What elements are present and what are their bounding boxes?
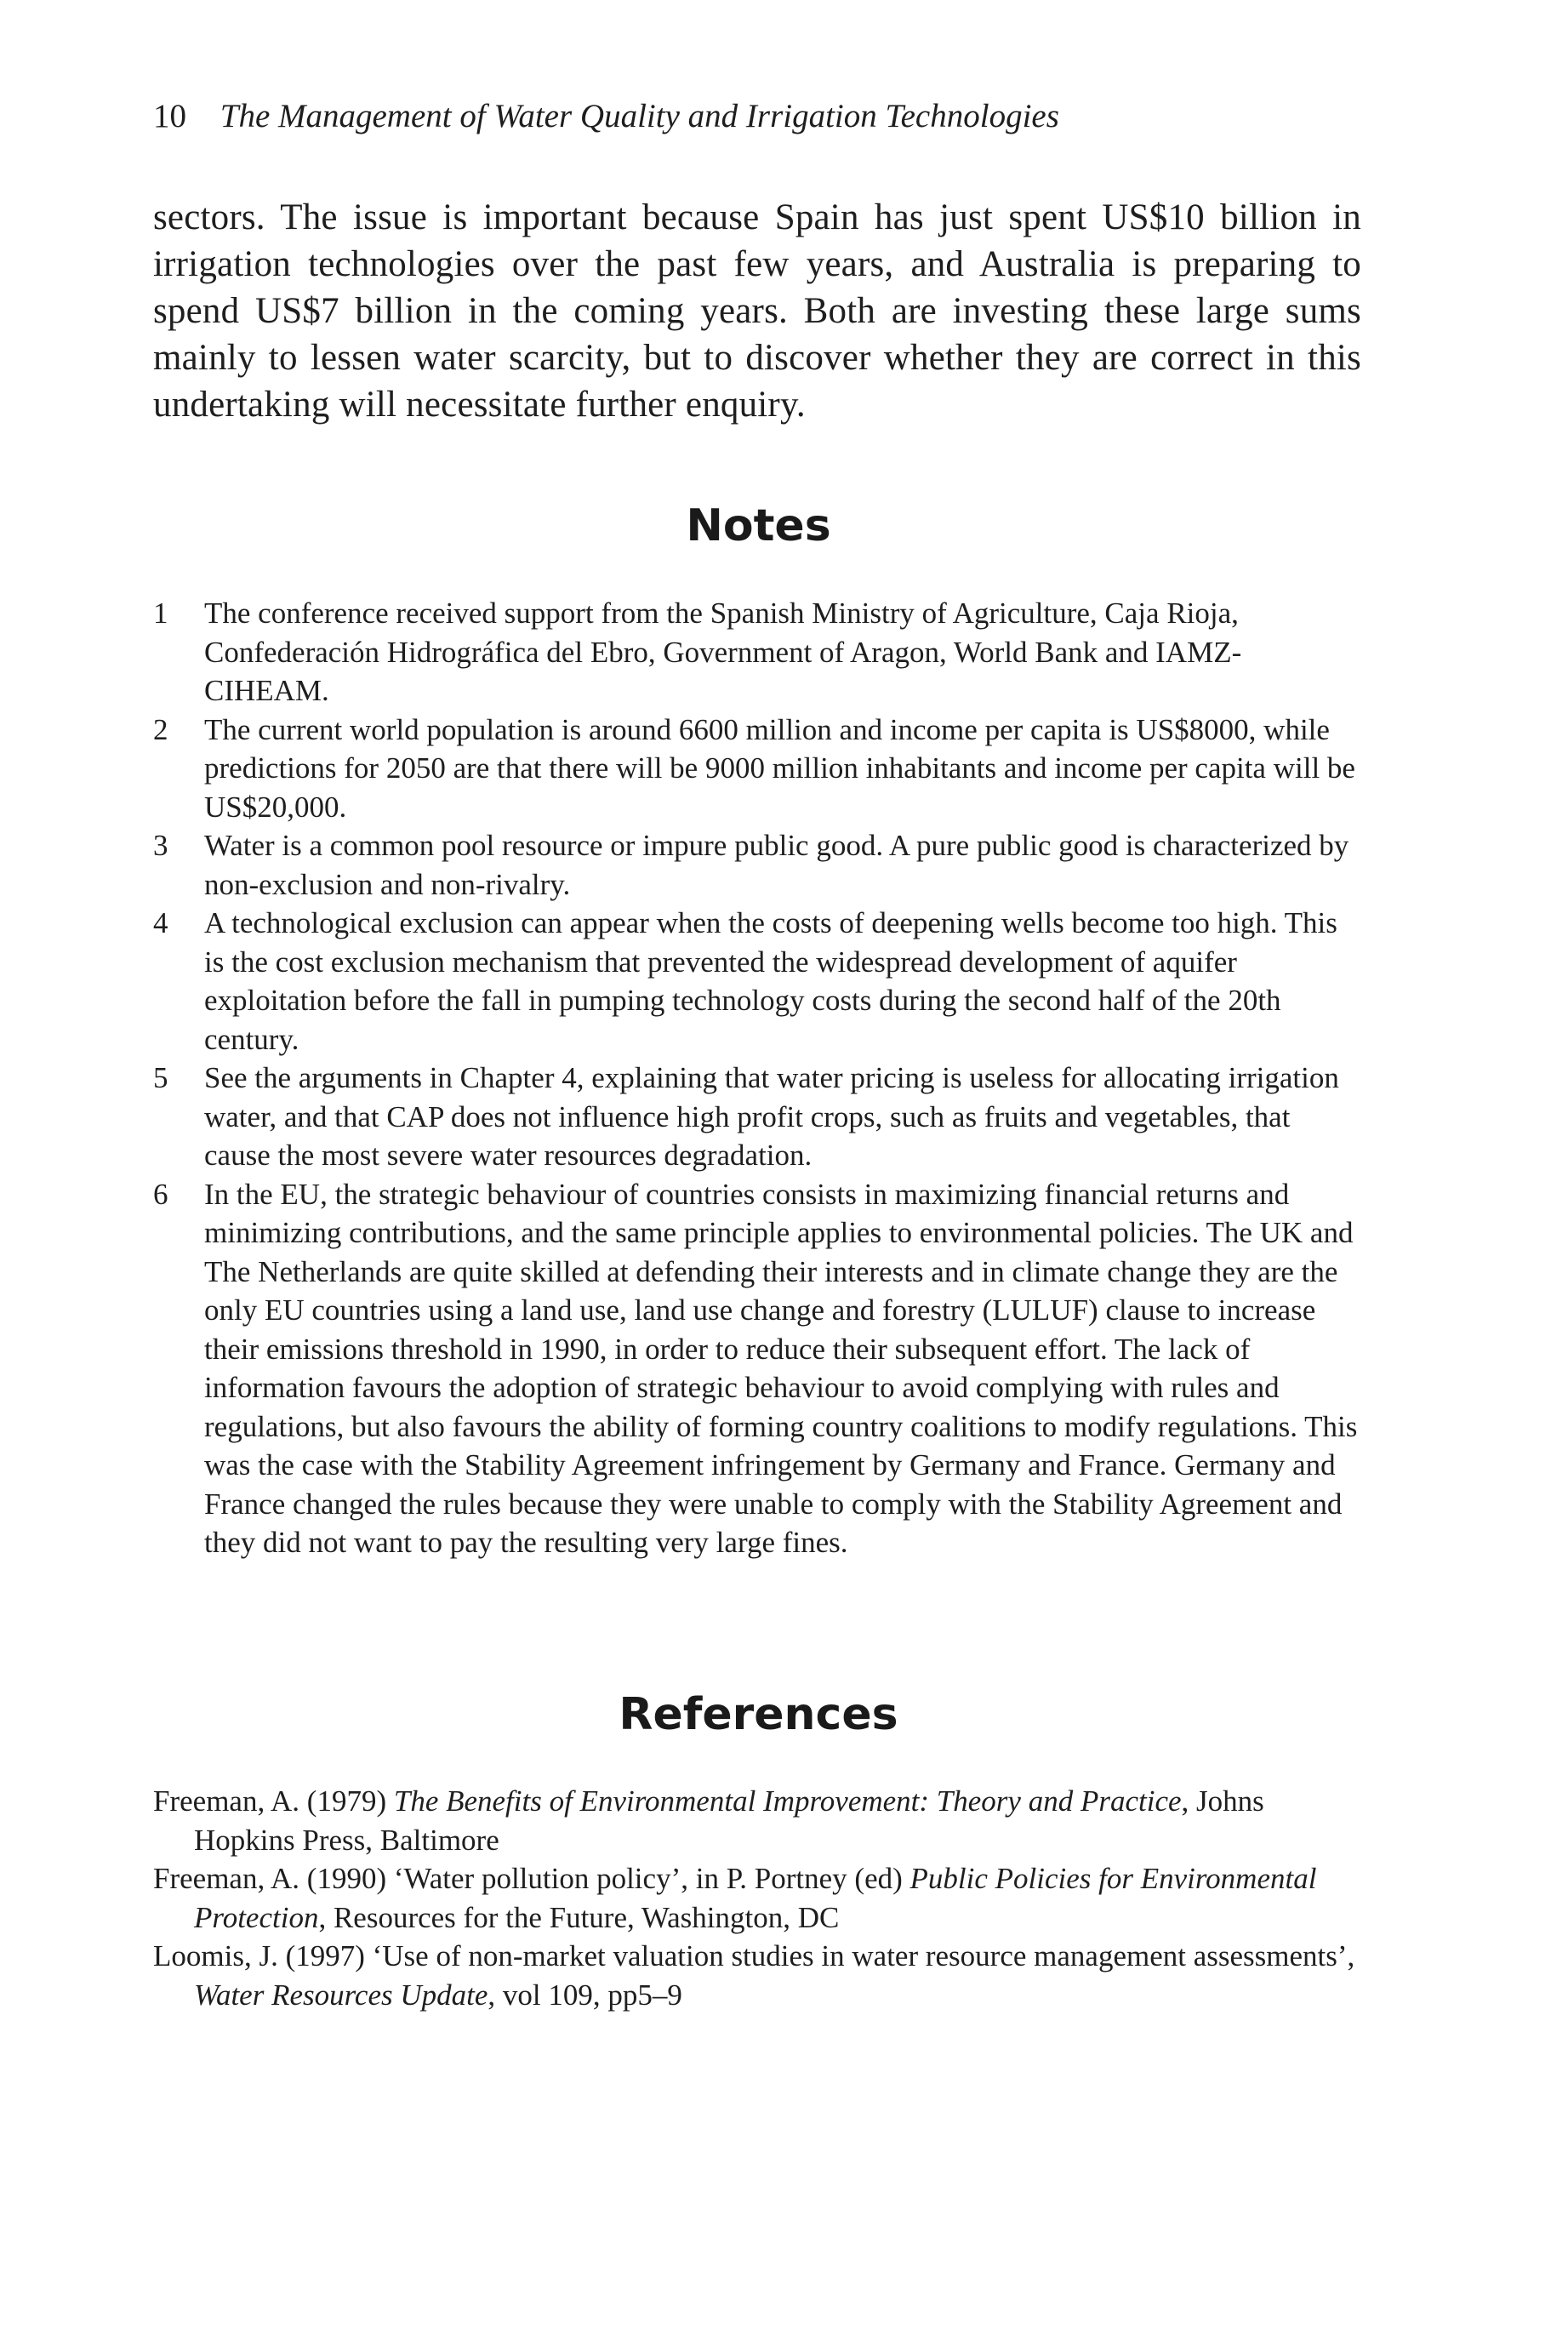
reference-lead: Freeman, A. (1979) [153, 1784, 394, 1818]
book-title: The Management of Water Quality and Irrigation Technologies [220, 98, 1059, 134]
note-text: In the EU, the strategic behaviour of countries consists in maximizing financial returns and minimizing contributions, and the same principle applies to environmental policies. The UK and The Netherlands are quite skilled at defending their interests and in climate change they are the only EU countries using a land use, land use change and forestry (LULUF) clause to increase their emissions threshold in 1990, in order to reduce their subsequent effort. The lack of information favours the adoption of strategic behaviour to avoid complying with rules and regulations, but also favours the ability of forming country coalitions to modify regulations. This was the case with the Stability Agreement infringement by Germany and France. Germany and France changed the rules because they were unable to comply with the Stability Agreement and they did not want to pay the resulting very large fines. [204, 1177, 1358, 1559]
reference-title: The Benefits of Environmental Improvement: Theory and Practice [393, 1784, 1182, 1818]
references-list [153, 1782, 1361, 2014]
note-item [153, 826, 1361, 904]
reference-item [153, 1859, 1361, 1937]
reference-title: Water Resources Update [194, 1978, 488, 2012]
reference-tail: , vol 109, pp5–9 [488, 1978, 682, 2012]
notes-heading: Notes [686, 500, 831, 551]
reference-item [153, 1937, 1361, 2014]
reference-tail: , Resources for the Future, Washington, DC [318, 1900, 840, 1934]
note-number: 6 [153, 1177, 168, 1211]
note-number: 4 [153, 906, 168, 939]
note-text: The conference received support from the Spanish Ministry of Agriculture, Caja Rioja, Confederación Hidrográfica del Ebro, Government of Aragon, World Bank and IAMZ-CIHEAM. [204, 597, 1242, 707]
reference-lead: Loomis, J. (1997) ‘Use of non-market valuation studies in water resource management assessments’, [153, 1939, 1355, 1972]
note-text: A technological exclusion can appear when the costs of deepening wells become too high. This is the cost exclusion mechanism that prevented the widespread development of aquifer exploitation before the fall in pumping technology costs during the second half of the 20th century. [204, 906, 1337, 1056]
note-number: 1 [153, 597, 168, 630]
note-item [153, 1059, 1361, 1175]
note-item [153, 711, 1361, 827]
note-item [153, 594, 1361, 711]
note-number: 3 [153, 829, 168, 862]
reference-item [153, 1782, 1361, 1859]
running-head [153, 95, 1361, 138]
reference-title: Public Policies for Environmental Protection [194, 1862, 1317, 1934]
notes-list [153, 594, 1361, 1562]
page-number: 10 [153, 98, 186, 134]
note-number: 5 [153, 1061, 168, 1094]
note-number: 2 [153, 712, 168, 746]
reference-tail: , Johns Hopkins Press, Baltimore [194, 1784, 1264, 1857]
note-item [153, 1175, 1361, 1562]
note-text: The current world population is around 6600 million and income per capita is US$8000, while predictions for 2050 are that there will be 9000 million inhabitants and income per capita will be US$20,000. [204, 712, 1355, 824]
note-item [153, 904, 1361, 1059]
references-heading: References [619, 1689, 898, 1740]
note-text: Water is a common pool resource or impure public good. A pure public good is characterized by non-exclusion and non-rivalry. [204, 829, 1349, 901]
reference-lead: Freeman, A. (1990) ‘Water pollution policy’, in P. Portney (ed) [153, 1862, 910, 1895]
note-text: See the arguments in Chapter 4, explaining that water pricing is useless for allocating irrigation water, and that CAP does not influence high profit crops, such as fruits and vegetables, that cause the most severe water resources degradation. [204, 1061, 1339, 1172]
body-paragraph: sectors. The issue is important because Spain has just spent US$10 billion in irrigation technologies over the past few years, and Australia is preparing to spend US$7 billion in the coming years. Both are investing these large sums mainly to lessen water scarcity, but to discover whether they are correct in this undertaking will necessitate further enquiry. [153, 197, 1361, 425]
